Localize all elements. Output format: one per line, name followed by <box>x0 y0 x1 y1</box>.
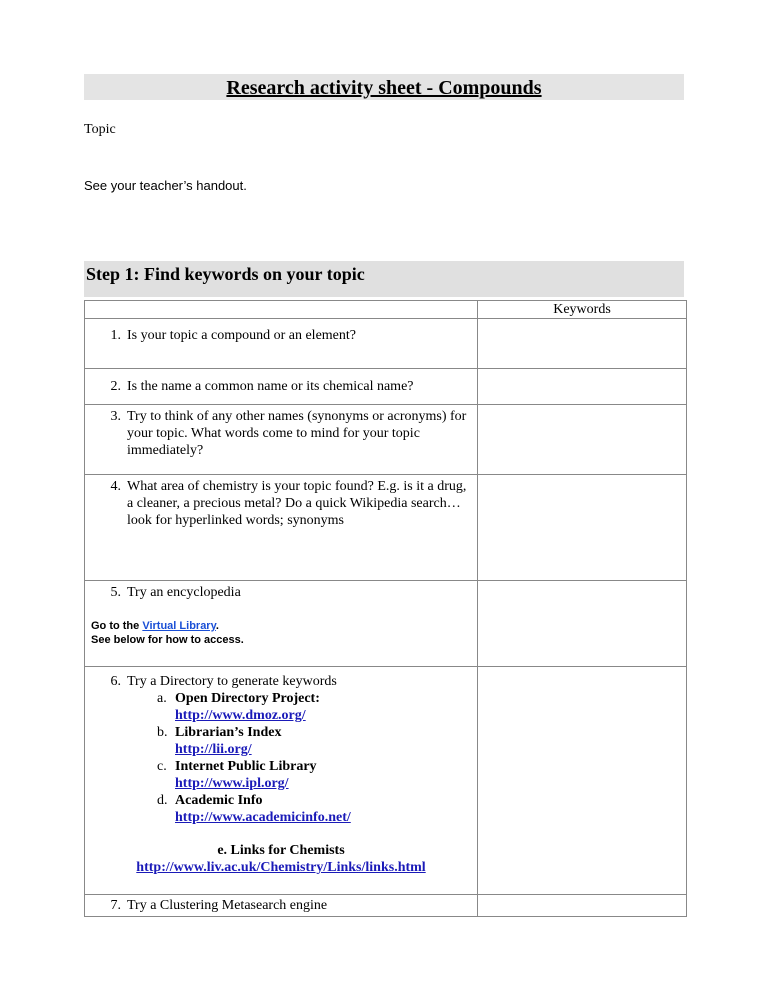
directory-list <box>157 690 477 826</box>
question-text: Is the name a common name or its chemical name? <box>127 379 414 394</box>
step1-heading: Step 1: Find keywords on your topic <box>84 261 684 297</box>
virtual-library-link[interactable]: Virtual Library <box>142 620 216 632</box>
directory-link[interactable]: http://www.ipl.org/ <box>175 776 289 791</box>
question-number: 6. <box>110 674 121 689</box>
directory-item: c. Internet Public Library http://www.ipl.org/ <box>157 759 317 791</box>
question-number: 7. <box>110 898 121 913</box>
question-number: 1. <box>110 328 121 343</box>
chemists-links: e. Links for Chemists http://www.liv.ac.uk/Chemistry/Links/links.html <box>136 843 426 875</box>
document-title: Research activity sheet - Compounds <box>226 77 542 99</box>
question-text: What area of chemistry is your topic found? E.g. is it a drug, a cleaner, a precious metal? Do a quick Wikipedia search…look for hyperlinked words; synonyms <box>127 479 467 528</box>
question-text: Try a Clustering Metasearch engine <box>127 898 328 913</box>
keyword-answer-cell-1[interactable] <box>478 319 687 369</box>
keyword-answer-cell-2[interactable] <box>478 369 687 405</box>
virtual-library-note: Go to the Virtual Library. See below for how to access. <box>91 620 244 646</box>
directory-link[interactable]: http://www.dmoz.org/ <box>175 708 306 723</box>
question-text: Is your topic a compound or an element? <box>127 328 356 343</box>
directory-link[interactable]: http://www.academicinfo.net/ <box>175 810 351 825</box>
question-cell-2 <box>85 369 478 405</box>
question-text: Try a Directory to generate keywords <box>127 674 337 689</box>
handout-note: See your teacher’s handout. <box>84 178 247 193</box>
topic-label: Topic <box>84 122 116 137</box>
keywords-table <box>84 300 687 917</box>
directory-link[interactable]: http://lii.org/ <box>175 742 252 757</box>
directory-item: d. Academic Info http://www.academicinfo.net/ <box>157 793 351 825</box>
question-text: Try to think of any other names (synonyms or acronyms) for your topic. What words come to mind for your topic immediately? <box>127 409 467 458</box>
keywords-header: Keywords <box>478 301 687 319</box>
keyword-answer-cell-7[interactable] <box>478 895 687 917</box>
keyword-answer-cell-3[interactable] <box>478 405 687 475</box>
question-text: Try an encyclopedia <box>127 585 241 600</box>
question-number: 5. <box>110 585 121 600</box>
question-cell-5 <box>85 581 478 667</box>
question-cell-7 <box>85 895 478 917</box>
question-number: 3. <box>110 409 121 424</box>
question-cell-3 <box>85 405 478 475</box>
keyword-answer-cell-5[interactable] <box>478 581 687 667</box>
question-number: 2. <box>110 379 121 394</box>
chemists-link[interactable]: http://www.liv.ac.uk/Chemistry/Links/links.html <box>136 860 426 875</box>
keyword-answer-cell-4[interactable] <box>478 475 687 581</box>
question-number: 4. <box>110 479 121 494</box>
question-cell-4 <box>85 475 478 581</box>
keyword-answer-cell-6[interactable] <box>478 667 687 895</box>
directory-item: b. Librarian’s Index http://lii.org/ <box>157 725 282 757</box>
directory-item: a. Open Directory Project: http://www.dmoz.org/ <box>157 691 320 723</box>
header-blank-cell <box>85 301 478 319</box>
document-title-bar <box>84 74 684 100</box>
question-cell-6 <box>85 667 478 895</box>
question-cell-1 <box>85 319 478 369</box>
